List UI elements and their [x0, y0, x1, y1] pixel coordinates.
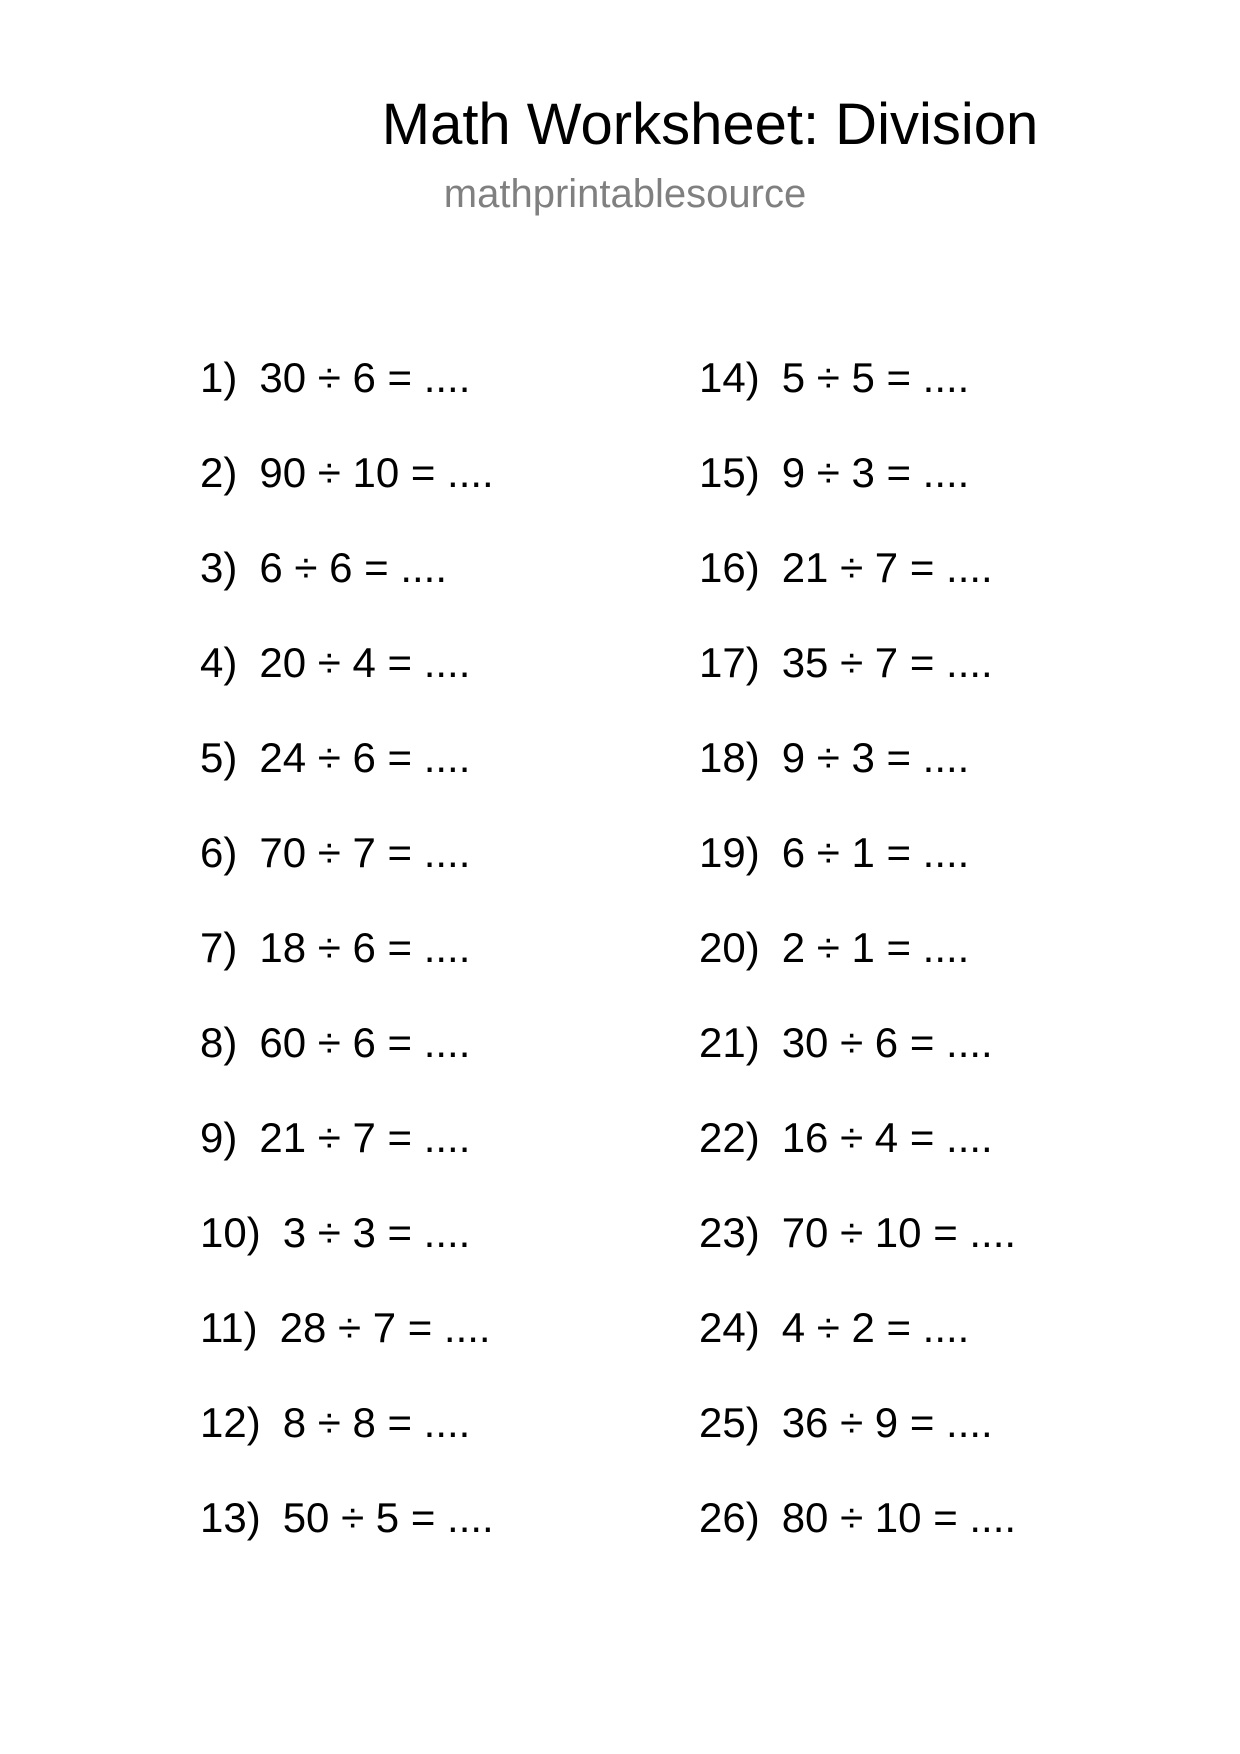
- problem-2: [200, 443, 660, 538]
- problem-expression: 6 ÷ 1 = ....: [781, 829, 970, 876]
- problem-expression: 4 ÷ 2 = ....: [781, 1304, 970, 1351]
- problem-15: [699, 443, 1159, 538]
- problem-expression: 5 ÷ 5 = ....: [781, 354, 970, 401]
- problem-number: 16): [699, 544, 760, 591]
- problem-expression: 18 ÷ 6 = ....: [259, 924, 471, 971]
- problem-expression: 21 ÷ 7 = ....: [781, 544, 993, 591]
- problem-14: [699, 348, 1159, 443]
- problem-number: 23): [699, 1209, 760, 1256]
- problem-expression: 16 ÷ 4 = ....: [781, 1114, 993, 1161]
- problem-number: 8): [200, 1019, 238, 1066]
- problem-4: [200, 633, 660, 728]
- problem-number: 15): [699, 449, 760, 496]
- problem-expression: 90 ÷ 10 = ....: [259, 449, 494, 496]
- problem-expression: 6 ÷ 6 = ....: [259, 544, 448, 591]
- problem-number: 21): [699, 1019, 760, 1066]
- problem-expression: 80 ÷ 10 = ....: [781, 1494, 1017, 1541]
- problem-expression: 21 ÷ 7 = ....: [259, 1114, 471, 1161]
- problem-column-left: [200, 348, 660, 1583]
- problem-number: 9): [200, 1114, 238, 1161]
- problem-23: [699, 1203, 1159, 1298]
- problem-expression: 20 ÷ 4 = ....: [259, 639, 471, 686]
- problem-number: 7): [200, 924, 238, 971]
- problem-number: 4): [200, 639, 238, 686]
- problem-expression: 30 ÷ 6 = ....: [781, 1019, 993, 1066]
- worksheet-header: [0, 92, 1240, 216]
- problem-expression: 28 ÷ 7 = ....: [279, 1304, 491, 1351]
- problem-12: [200, 1393, 660, 1488]
- problem-expression: 36 ÷ 9 = ....: [781, 1399, 993, 1446]
- problem-number: 18): [699, 734, 760, 781]
- problem-20: [699, 918, 1159, 1013]
- problem-expression: 2 ÷ 1 = ....: [781, 924, 970, 971]
- page-title: Math Worksheet: Division: [381, 92, 1039, 157]
- problem-number: 10): [200, 1209, 261, 1256]
- problem-8: [200, 1013, 660, 1108]
- problem-expression: 9 ÷ 3 = ....: [781, 734, 970, 781]
- problem-expression: 60 ÷ 6 = ....: [259, 1019, 471, 1066]
- problem-7: [200, 918, 660, 1013]
- problem-22: [699, 1108, 1159, 1203]
- problem-number: 13): [200, 1494, 261, 1541]
- problem-11: [200, 1298, 660, 1393]
- problem-number: 26): [699, 1494, 760, 1541]
- problem-expression: 3 ÷ 3 = ....: [282, 1209, 471, 1256]
- problem-expression: 8 ÷ 8 = ....: [282, 1399, 471, 1446]
- problem-25: [699, 1393, 1159, 1488]
- problem-number: 22): [699, 1114, 760, 1161]
- problem-26: [699, 1488, 1159, 1583]
- problem-number: 5): [200, 734, 238, 781]
- problem-5: [200, 728, 660, 823]
- problem-9: [200, 1108, 660, 1203]
- problem-expression: 70 ÷ 7 = ....: [259, 829, 471, 876]
- problem-number: 2): [200, 449, 238, 496]
- problem-number: 11): [200, 1304, 258, 1351]
- problem-18: [699, 728, 1159, 823]
- page-subtitle: mathprintablesource: [443, 172, 807, 216]
- problem-number: 17): [699, 639, 760, 686]
- problem-21: [699, 1013, 1159, 1108]
- problem-17: [699, 633, 1159, 728]
- problem-number: 1): [200, 354, 238, 401]
- problem-number: 6): [200, 829, 238, 876]
- problem-number: 25): [699, 1399, 760, 1446]
- problem-expression: 70 ÷ 10 = ....: [781, 1209, 1017, 1256]
- problem-6: [200, 823, 660, 918]
- problem-1: [200, 348, 660, 443]
- problem-expression: 35 ÷ 7 = ....: [781, 639, 993, 686]
- problem-number: 24): [699, 1304, 760, 1351]
- problem-expression: 30 ÷ 6 = ....: [259, 354, 471, 401]
- problem-expression: 50 ÷ 5 = ....: [282, 1494, 494, 1541]
- problem-number: 20): [699, 924, 760, 971]
- problem-expression: 9 ÷ 3 = ....: [781, 449, 970, 496]
- problem-number: 12): [200, 1399, 261, 1446]
- problem-number: 14): [699, 354, 760, 401]
- problem-13: [200, 1488, 660, 1583]
- problem-10: [200, 1203, 660, 1298]
- problem-number: 19): [699, 829, 760, 876]
- problem-24: [699, 1298, 1159, 1393]
- problem-19: [699, 823, 1159, 918]
- problem-column-right: [699, 348, 1159, 1583]
- problem-16: [699, 538, 1159, 633]
- problem-3: [200, 538, 660, 633]
- problem-expression: 24 ÷ 6 = ....: [259, 734, 471, 781]
- problem-number: 3): [200, 544, 238, 591]
